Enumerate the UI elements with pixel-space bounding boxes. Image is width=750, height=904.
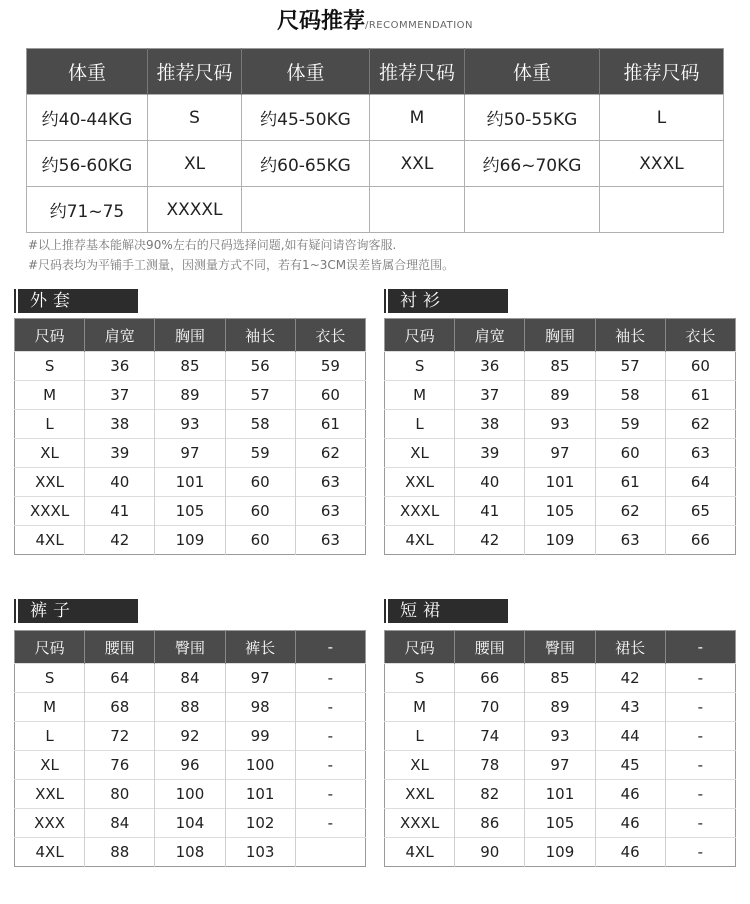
table-cell: - xyxy=(665,809,735,838)
recommendation-table xyxy=(26,48,724,233)
table-row xyxy=(15,381,366,410)
header-cell: 袖长 xyxy=(595,319,665,352)
table-cell: 98 xyxy=(225,693,295,722)
header-cell: 肩宽 xyxy=(85,319,155,352)
table-row xyxy=(385,381,736,410)
header-cell: 袖长 xyxy=(225,319,295,352)
table-cell: XXX xyxy=(15,809,85,838)
table-cell: 40 xyxy=(85,468,155,497)
table-row xyxy=(15,439,366,468)
table-cell: S xyxy=(15,664,85,693)
table-cell: 约45-50KG xyxy=(242,95,370,141)
table-cell: 61 xyxy=(665,381,735,410)
header-cell: 臀围 xyxy=(155,631,225,664)
table-cell: 100 xyxy=(225,751,295,780)
table-cell: S xyxy=(385,352,455,381)
table-cell: L xyxy=(385,722,455,751)
rec-header-cell: 体重 xyxy=(242,49,370,95)
table-row xyxy=(27,141,724,187)
section-title-coat: 外套 xyxy=(14,289,138,313)
table-cell: 约71~75 xyxy=(27,187,148,233)
table-cell: 65 xyxy=(665,497,735,526)
table-cell: XXXL xyxy=(600,141,724,187)
table-cell: 109 xyxy=(525,838,595,867)
table-cell: 42 xyxy=(455,526,525,555)
table-row xyxy=(15,838,366,867)
table-cell: 93 xyxy=(155,410,225,439)
section-title-skirt: 短裙 xyxy=(384,599,508,623)
table-cell: 4XL xyxy=(15,526,85,555)
table-cell xyxy=(242,187,370,233)
table-cell: 89 xyxy=(525,693,595,722)
table-cell: 40 xyxy=(455,468,525,497)
table-cell: 103 xyxy=(225,838,295,867)
table-cell: - xyxy=(295,693,365,722)
rec-header-cell: 推荐尺码 xyxy=(148,49,242,95)
table-cell: - xyxy=(665,838,735,867)
table-cell: L xyxy=(15,410,85,439)
table-cell: 36 xyxy=(455,352,525,381)
rec-body xyxy=(27,95,724,233)
table-row xyxy=(27,187,724,233)
table-cell: 60 xyxy=(225,526,295,555)
table-header-row xyxy=(385,631,736,664)
table-cell: 60 xyxy=(595,439,665,468)
table-cell: 85 xyxy=(155,352,225,381)
table-cell: 82 xyxy=(455,780,525,809)
table-cell: 59 xyxy=(295,352,365,381)
table-cell: 45 xyxy=(595,751,665,780)
table-cell: XXXXL xyxy=(148,187,242,233)
table-cell: 46 xyxy=(595,780,665,809)
table-cell: 60 xyxy=(665,352,735,381)
table-cell xyxy=(465,187,600,233)
table-cell: - xyxy=(665,664,735,693)
table-cell: 96 xyxy=(155,751,225,780)
notes xyxy=(28,235,454,275)
table-row xyxy=(385,439,736,468)
table-cell: L xyxy=(385,410,455,439)
table-cell: 42 xyxy=(595,664,665,693)
table-cell: 62 xyxy=(595,497,665,526)
table-cell: 4XL xyxy=(385,838,455,867)
table-cell: 63 xyxy=(295,526,365,555)
header-cell: 腰围 xyxy=(85,631,155,664)
table-cell: 39 xyxy=(455,439,525,468)
table-cell: 97 xyxy=(155,439,225,468)
table-cell: XXL xyxy=(385,468,455,497)
table-header-row xyxy=(385,319,736,352)
table-cell: XL xyxy=(385,439,455,468)
table-row xyxy=(385,780,736,809)
table-row xyxy=(15,526,366,555)
table-cell: 37 xyxy=(85,381,155,410)
table-cell: 105 xyxy=(525,497,595,526)
table-cell: 约40-44KG xyxy=(27,95,148,141)
table-cell: XXL xyxy=(15,468,85,497)
table-row xyxy=(15,497,366,526)
header-cell: 尺码 xyxy=(385,631,455,664)
table-cell: 105 xyxy=(525,809,595,838)
table-row xyxy=(15,722,366,751)
header-cell: 胸围 xyxy=(525,319,595,352)
table-cell: M xyxy=(15,381,85,410)
table-row xyxy=(15,468,366,497)
table-cell: - xyxy=(295,751,365,780)
rec-header-row xyxy=(27,49,724,95)
table-row xyxy=(385,809,736,838)
table-cell: 97 xyxy=(525,439,595,468)
table-cell: XXXL xyxy=(385,497,455,526)
section-title-shirt: 衬衫 xyxy=(384,289,508,313)
table-cell xyxy=(295,838,365,867)
size-table-pants xyxy=(14,630,366,867)
table-cell: XXXL xyxy=(15,497,85,526)
table-cell: 102 xyxy=(225,809,295,838)
table-cell: 68 xyxy=(85,693,155,722)
header-cell: 衣长 xyxy=(665,319,735,352)
table-cell: 92 xyxy=(155,722,225,751)
table-cell: 58 xyxy=(225,410,295,439)
table-cell: 约60-65KG xyxy=(242,141,370,187)
table-cell: 63 xyxy=(665,439,735,468)
table-cell: - xyxy=(295,780,365,809)
table-cell: M xyxy=(370,95,465,141)
table-cell: 37 xyxy=(455,381,525,410)
size-table-shirt xyxy=(384,318,736,555)
table-cell: 57 xyxy=(595,352,665,381)
table-cell: 70 xyxy=(455,693,525,722)
table-cell: 60 xyxy=(225,497,295,526)
table-cell: 84 xyxy=(85,809,155,838)
table-cell: 39 xyxy=(85,439,155,468)
table-row xyxy=(15,664,366,693)
header-cell: 裤长 xyxy=(225,631,295,664)
table-cell: 86 xyxy=(455,809,525,838)
table-cell: 62 xyxy=(295,439,365,468)
table-cell: - xyxy=(295,664,365,693)
table-cell: 64 xyxy=(665,468,735,497)
table-cell: 89 xyxy=(525,381,595,410)
table-cell: 38 xyxy=(85,410,155,439)
table-cell: 85 xyxy=(525,664,595,693)
note-line: #以上推荐基本能解决90%左右的尺码选择问题,如有疑问请咨询客服. xyxy=(28,238,397,252)
note-line: #尺码表均为平铺手工测量，因测量方式不同，若有1~3CM误差皆属合理范围。 xyxy=(28,258,455,272)
header-cell: 尺码 xyxy=(15,319,85,352)
table-cell: S xyxy=(148,95,242,141)
header-cell: 臀围 xyxy=(525,631,595,664)
table-cell: 56 xyxy=(225,352,295,381)
table-header-row xyxy=(15,319,366,352)
header-cell: 胸围 xyxy=(155,319,225,352)
table-cell: 46 xyxy=(595,838,665,867)
table-cell: 97 xyxy=(525,751,595,780)
table-row xyxy=(385,838,736,867)
table-cell: 101 xyxy=(525,780,595,809)
table-cell: - xyxy=(665,693,735,722)
table-cell: 38 xyxy=(455,410,525,439)
table-cell: 105 xyxy=(155,497,225,526)
title-main: 尺码推荐 xyxy=(276,9,365,34)
table-cell: M xyxy=(15,693,85,722)
table-cell: 63 xyxy=(295,468,365,497)
table-row xyxy=(15,410,366,439)
table-cell: 43 xyxy=(595,693,665,722)
table-row xyxy=(385,497,736,526)
table-cell: 109 xyxy=(155,526,225,555)
table-cell: 63 xyxy=(595,526,665,555)
table-cell: 59 xyxy=(225,439,295,468)
table-cell: 97 xyxy=(225,664,295,693)
table-cell: 100 xyxy=(155,780,225,809)
table-cell: 41 xyxy=(455,497,525,526)
table-cell: - xyxy=(665,751,735,780)
header-cell: - xyxy=(665,631,735,664)
table-row xyxy=(15,809,366,838)
table-row xyxy=(385,722,736,751)
table-cell: M xyxy=(385,381,455,410)
table-cell: 42 xyxy=(85,526,155,555)
table-row xyxy=(15,693,366,722)
header-cell: - xyxy=(295,631,365,664)
table-cell: 99 xyxy=(225,722,295,751)
table-cell: 89 xyxy=(155,381,225,410)
table-cell: XL xyxy=(15,751,85,780)
table-cell: - xyxy=(295,809,365,838)
table-cell: M xyxy=(385,693,455,722)
header-cell: 腰围 xyxy=(455,631,525,664)
table-row xyxy=(15,751,366,780)
table-cell: 64 xyxy=(85,664,155,693)
table-cell: 66 xyxy=(665,526,735,555)
table-cell: 63 xyxy=(295,497,365,526)
table-cell: S xyxy=(15,352,85,381)
table-row xyxy=(15,352,366,381)
table-cell: XXL xyxy=(385,780,455,809)
table-cell: 66 xyxy=(455,664,525,693)
table-cell: 108 xyxy=(155,838,225,867)
table-cell: XXL xyxy=(370,141,465,187)
table-cell: 60 xyxy=(225,468,295,497)
table-cell: 57 xyxy=(225,381,295,410)
rec-header-cell: 体重 xyxy=(27,49,148,95)
table-cell: 4XL xyxy=(15,838,85,867)
table-row xyxy=(385,664,736,693)
table-cell: 93 xyxy=(525,722,595,751)
table-cell: 88 xyxy=(155,693,225,722)
table-cell: 62 xyxy=(665,410,735,439)
table-cell: 74 xyxy=(455,722,525,751)
header-cell: 尺码 xyxy=(385,319,455,352)
header-cell: 衣长 xyxy=(295,319,365,352)
table-cell: 104 xyxy=(155,809,225,838)
table-cell: 44 xyxy=(595,722,665,751)
table-header-row xyxy=(15,631,366,664)
table-cell: XXXL xyxy=(385,809,455,838)
table-cell xyxy=(600,187,724,233)
table-cell: 72 xyxy=(85,722,155,751)
table-cell: 61 xyxy=(595,468,665,497)
table-cell: 93 xyxy=(525,410,595,439)
table-row xyxy=(385,693,736,722)
page-title xyxy=(0,4,750,35)
table-cell: 109 xyxy=(525,526,595,555)
table-cell: XL xyxy=(15,439,85,468)
table-cell: S xyxy=(385,664,455,693)
table-row xyxy=(385,526,736,555)
table-cell: 59 xyxy=(595,410,665,439)
table-cell: 60 xyxy=(295,381,365,410)
table-cell: XL xyxy=(385,751,455,780)
size-table-skirt xyxy=(384,630,736,867)
table-cell: 101 xyxy=(525,468,595,497)
table-cell: XXL xyxy=(15,780,85,809)
table-cell: 101 xyxy=(155,468,225,497)
table-cell: 85 xyxy=(525,352,595,381)
header-cell: 尺码 xyxy=(15,631,85,664)
table-cell: 36 xyxy=(85,352,155,381)
table-cell: 84 xyxy=(155,664,225,693)
table-cell: 约50-55KG xyxy=(465,95,600,141)
table-cell: 76 xyxy=(85,751,155,780)
header-cell: 肩宽 xyxy=(455,319,525,352)
table-cell: 61 xyxy=(295,410,365,439)
table-cell xyxy=(370,187,465,233)
table-cell: 80 xyxy=(85,780,155,809)
table-row xyxy=(385,751,736,780)
table-row xyxy=(27,95,724,141)
table-cell: 101 xyxy=(225,780,295,809)
table-cell: 41 xyxy=(85,497,155,526)
table-cell: - xyxy=(665,722,735,751)
table-cell: 46 xyxy=(595,809,665,838)
table-cell: 88 xyxy=(85,838,155,867)
rec-header-cell: 推荐尺码 xyxy=(370,49,465,95)
size-table-coat xyxy=(14,318,366,555)
table-cell: 约66~70KG xyxy=(465,141,600,187)
rec-header-cell: 推荐尺码 xyxy=(600,49,724,95)
table-row xyxy=(385,410,736,439)
header-cell: 裙长 xyxy=(595,631,665,664)
table-cell: XL xyxy=(148,141,242,187)
table-row xyxy=(385,352,736,381)
title-subtitle: /RECOMMENDATION xyxy=(364,20,474,31)
table-cell: 4XL xyxy=(385,526,455,555)
table-cell: 约56-60KG xyxy=(27,141,148,187)
section-title-pants: 裤子 xyxy=(14,599,138,623)
rec-header-cell: 体重 xyxy=(465,49,600,95)
table-cell: L xyxy=(600,95,724,141)
table-cell: - xyxy=(665,780,735,809)
table-cell: - xyxy=(295,722,365,751)
table-row xyxy=(15,780,366,809)
table-cell: 58 xyxy=(595,381,665,410)
table-cell: 78 xyxy=(455,751,525,780)
table-cell: L xyxy=(15,722,85,751)
table-row xyxy=(385,468,736,497)
table-cell: 90 xyxy=(455,838,525,867)
